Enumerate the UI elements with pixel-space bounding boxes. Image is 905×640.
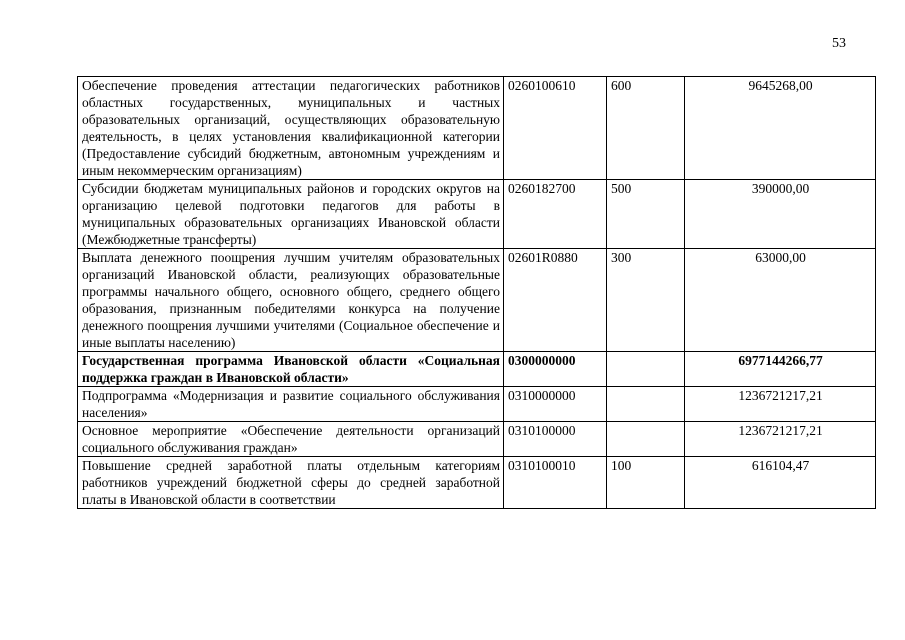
row-expense-type — [607, 352, 685, 387]
row-expense-type: 500 — [607, 180, 685, 249]
row-target-code: 02601R0880 — [504, 249, 607, 352]
budget-table-body — [78, 77, 876, 509]
row-amount: 6977144266,77 — [685, 352, 876, 387]
table-row — [78, 77, 876, 180]
row-amount: 63000,00 — [685, 249, 876, 352]
row-description: Основное мероприятие «Обеспечение деятельности организаций социального обслуживания граждан» — [78, 422, 504, 457]
table-row — [78, 387, 876, 422]
row-amount: 390000,00 — [685, 180, 876, 249]
row-target-code: 0310100000 — [504, 422, 607, 457]
row-expense-type: 600 — [607, 77, 685, 180]
row-amount: 1236721217,21 — [685, 387, 876, 422]
row-amount: 1236721217,21 — [685, 422, 876, 457]
row-target-code: 0310000000 — [504, 387, 607, 422]
row-description: Субсидии бюджетам муниципальных районов и городских округов на организацию целевой подготовки педагогов для работы в муниципальных образовательных организациях Ивановской области (Межбюджетные трансферты) — [78, 180, 504, 249]
row-expense-type: 100 — [607, 457, 685, 509]
row-expense-type — [607, 387, 685, 422]
table-row — [78, 180, 876, 249]
table-row — [78, 422, 876, 457]
row-target-code: 0260100610 — [504, 77, 607, 180]
table-row — [78, 249, 876, 352]
row-target-code: 0300000000 — [504, 352, 607, 387]
table-row — [78, 352, 876, 387]
budget-table — [77, 76, 876, 509]
row-target-code: 0260182700 — [504, 180, 607, 249]
page-number: 53 — [832, 36, 846, 51]
row-expense-type: 300 — [607, 249, 685, 352]
row-description: Выплата денежного поощрения лучшим учителям образовательных организаций Ивановской области, реализующих образовательные программы начального общего, основного общего, среднего общего образования, признанным победителями конкурса на получение денежного поощрения лучшими учителями (Социальное обеспечение и иные выплаты населению) — [78, 249, 504, 352]
row-description: Подпрограмма «Модернизация и развитие социального обслуживания населения» — [78, 387, 504, 422]
row-description: Повышение средней заработной платы отдельным категориям работников учреждений бюджетной сферы до средней заработной платы в Ивановской области в соответствии — [78, 457, 504, 509]
row-target-code: 0310100010 — [504, 457, 607, 509]
row-description: Обеспечение проведения аттестации педагогических работников областных государственных, муниципальных и частных образовательных организаций, осуществляющих образовательную деятельность, в целях установления квалификационной категории (Предоставление субсидий бюджетным, автономным учреждениям и иным некоммерческим организациям) — [78, 77, 504, 180]
table-row — [78, 457, 876, 509]
row-description: Государственная программа Ивановской области «Социальная поддержка граждан в Ивановской области» — [78, 352, 504, 387]
row-expense-type — [607, 422, 685, 457]
row-amount: 9645268,00 — [685, 77, 876, 180]
row-amount: 616104,47 — [685, 457, 876, 509]
